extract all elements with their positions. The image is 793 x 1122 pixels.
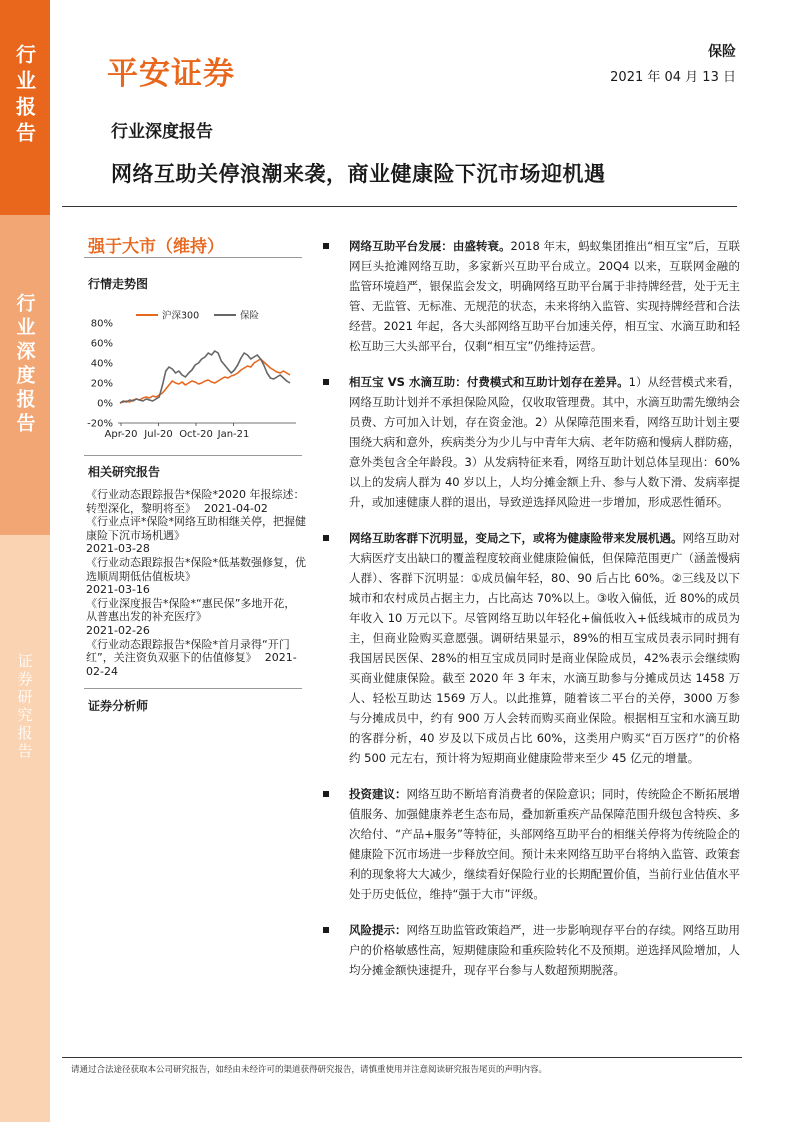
related-reports-list [86, 488, 306, 678]
summary-bullet [322, 784, 740, 904]
related-report-date: 2021-03-28 [86, 542, 150, 556]
side-band-label: 行业深度报告 [13, 293, 36, 437]
related-report-title: 《行业动态跟踪报告*保险*2020 年报综述：转型深化，黎明将至》 [86, 488, 305, 515]
series-line-insurance [120, 351, 290, 403]
sector-label: 保险 [708, 44, 736, 60]
y-tick-label: 0% [97, 398, 113, 410]
bullet-square-icon [323, 243, 329, 249]
related-report-title: 《行业点评*保险*网络互助相继关停，把握健康险下沉市场机遇》 [86, 515, 306, 542]
footer-disclaimer: 请通过合法途径获取本公司研究报告，如经由未经许可的渠道获得研究报告，请慎重使用并注意阅读研究报告尾页的声明内容。 [71, 1065, 548, 1075]
rating-label: 强于大市（维持） [88, 237, 224, 257]
sidebar-divider [84, 257, 302, 258]
related-report-date: 2021-02-26 [86, 623, 150, 637]
x-tick-label: Jan-21 [217, 429, 250, 440]
related-report-item[interactable] [86, 638, 306, 679]
related-report-item[interactable] [86, 556, 306, 597]
bullet-heading: 投资建议： [349, 787, 407, 801]
y-tick-label: 60% [90, 338, 113, 350]
bullet-heading: 网络互助平台发展：由盛转衰。 [349, 239, 511, 253]
sidebar-divider [84, 688, 302, 689]
bullet-square-icon [323, 927, 329, 933]
page-title: 网络互助关停浪潮来袭，商业健康险下沉市场迎机遇 [111, 162, 606, 186]
sidebar-divider [84, 455, 302, 456]
side-band-label: 证券研究报告 [15, 653, 34, 761]
company-logo: 平安证券 [107, 56, 235, 92]
x-tick-label: Oct-20 [179, 429, 213, 440]
summary-bullet [322, 372, 740, 512]
x-tick-label: Apr-20 [104, 429, 138, 440]
related-reports-title: 相关研究报告 [88, 465, 161, 479]
related-report-title: 《行业动态跟踪报告*保险*低基数强修复，优选顺周期低估值板块》 [86, 555, 306, 583]
y-tick-label: 40% [90, 358, 113, 370]
related-report-title: 《行业动态跟踪报告*保险*首月录得“开门红”，关注资负双驱下的估值修复》 [86, 637, 290, 665]
summary-bullets [322, 236, 740, 996]
x-tick-label: Jul-20 [144, 429, 173, 440]
bullet-square-icon [323, 535, 329, 541]
side-band-label: 行业报告 [12, 44, 37, 148]
bullet-body: 网络互助不断培育消费者的保险意识；同时，传统险企不断拓展增值服务、加强健康养老生态布局，叠加新重疾产品保障范围升级包含特疾、多次给付、“产品+服务”等特征，头部网络互助平台的相继关停将为传统险企的健康险下沉市场进一步释放空间。预计未来网络互助平台将纳入监管、政策套利的现象将大大减少，继续看好保险行业的长期配置价值，当前行业估值水平处于历史低位，维持“强于大市”评级。 [349, 787, 740, 901]
side-band-securities-research [0, 535, 50, 1122]
bullet-heading: 风险提示： [349, 923, 407, 937]
bullet-square-icon [323, 791, 329, 797]
side-band-deep-report [0, 215, 50, 535]
side-band-industry-report [0, 0, 50, 215]
bullet-square-icon [323, 379, 329, 385]
related-report-date: 2021-03-16 [86, 583, 150, 597]
y-tick-label: 20% [90, 378, 113, 390]
header-divider [62, 206, 737, 207]
summary-bullet [322, 920, 740, 980]
y-tick-label: 80% [90, 318, 113, 330]
footer-divider [62, 1057, 742, 1058]
summary-bullet [322, 528, 740, 768]
bullet-heading: 网络互助客群下沉明显，变局之下，或将为健康险带来发展机遇。 [349, 531, 683, 545]
related-report-item[interactable] [86, 597, 306, 638]
summary-bullet [322, 236, 740, 356]
related-report-date: 2021-04-02 [204, 501, 268, 515]
related-report-date: 2021-02-24 [86, 651, 297, 678]
bullet-body: 2018 年末，蚂蚁集团推出“相互宝”后，互联网巨头抢滩网络互助，多家新兴互助平台成立。20Q4 以来，互联网金融的监管环境趋严，银保监会发文，明确网络互助平台属于非持牌经营，处于无主管、无监管、无标准、无规范的状态，未来将纳入监管、实现持牌经营和合法经营。2021 年起，各大头部网络互助平台加速关停，相互宝、水滴互助和轻松互助三大头部平台，仅剩“相互宝”仍维持运营。 [349, 239, 741, 353]
bullet-body: 网络互助对大病医疗支出缺口的覆盖程度较商业健康险偏低，但保障范围更广（涵盖慢病人群）、客群下沉明显：①成员偏年轻，80、90 后占比 60%。②三线及以下城市和农村成员占据主力，占比高达 70%以上。③收入偏低，近 80%的成员年收入 10 万元以下。尽管网络互助以年轻化+偏低收入+低线城市的成员为主，但商业险购买意愿强。调研结果显示，89%的相互宝成员表示同时拥有我国居民医保、28%的相互宝成员同时是商业保险成员，42%表示会继续购买商业健康保险。截至 2020 年 3 年末，水滴互助参与分摊成员达 1458 万人、轻松互助达 1569 万人。以此推算，随着该二平台的关停，3000 万参与分摊成员中，约有 900 万人会转而购买商业保险。根据相互宝和水滴互助的客群分析，40 岁及以下成员占比 60%，这类用户购买“百万医疗”的价格约 500 元左右，预计将为短期商业健康险带来至少 45 亿元的增量。 [349, 531, 740, 765]
bullet-body: 1）从经营模式来看，网络互助计划并不承担保险风险，仅收取管理费。其中，水滴互助需先缴纳会员费、方可加入计划，存在资金池。2）从保障范围来看，网络互助计划主要围绕大病和意外，疾病类分为少儿与中青年大病、老年防癌和慢病人群防癌，意外类包含全年龄段。3）从发病特征来看，网络互助计划总体呈现出：60%以上的发病人群为 40 岁以上，人均分摊金额上升、参与人数下滑、发病率提升，或加速健康人群的退出，导致逆选择风险进一步增加，形成恶性循环。 [349, 375, 740, 509]
bullet-body: 网络互助监管政策趋严，进一步影响现存平台的存续。网络互助用户的价格敏感性高，短期健康险和重疾险转化不及预期。逆选择风险增加，人均分摊金额快速提升，现存平台参与人数超预期脱落。 [349, 923, 740, 977]
report-type: 行业深度报告 [111, 122, 213, 142]
bullet-heading: 相互宝 VS 水滴互助：付费模式和互助计划存在差异。 [349, 375, 629, 389]
related-report-title: 《行业深度报告*保险*“惠民保”多地开花，从普惠出发的补充医疗》 [86, 596, 296, 624]
report-date: 2021 年 04 月 13 日 [610, 70, 736, 85]
trend-chart-title: 行情走势图 [88, 277, 149, 291]
trend-chart [84, 295, 302, 447]
y-tick-label: -20% [87, 418, 113, 430]
related-report-item[interactable] [86, 488, 306, 515]
analyst-title: 证券分析师 [88, 699, 149, 713]
legend-label: 沪深300 [162, 310, 200, 322]
related-report-item[interactable] [86, 515, 306, 556]
legend-label: 保险 [240, 310, 260, 322]
